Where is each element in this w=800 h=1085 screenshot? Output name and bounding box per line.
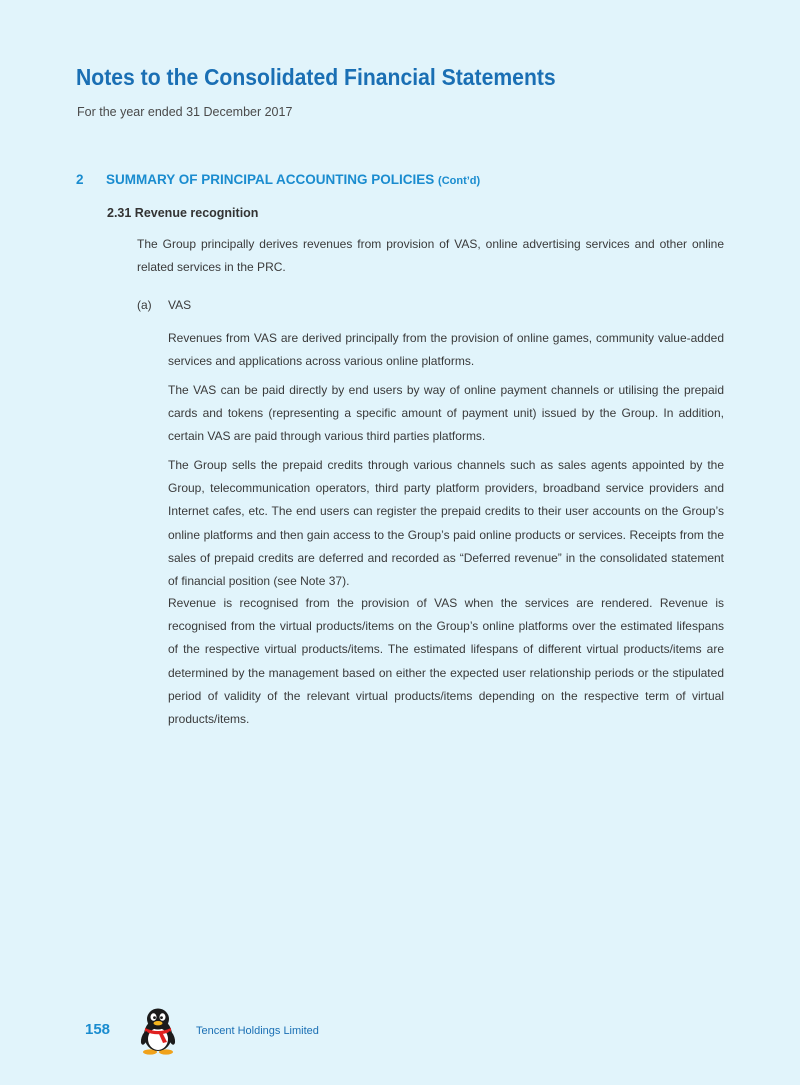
page-title: Notes to the Consolidated Financial Statements (76, 64, 556, 90)
vas-paragraph-1: Revenues from VAS are derived principally from the provision of online games, community value-added services and applications across various online platforms. (168, 331, 724, 369)
item-marker: (a) (137, 298, 152, 312)
page-number: 158 (85, 1021, 111, 1038)
company-name: Tencent Holdings Limited (196, 1025, 319, 1037)
penguin-mascot-icon (138, 1007, 178, 1055)
page-subtitle: For the year ended 31 December 2017 (77, 105, 293, 119)
vas-paragraph-3: The Group sells the prepaid credits through various channels such as sales agents appointed by the Group, telecommunication operators, third party platform providers, broadband service providers and Internet cafes, etc. The end users can register the prepaid credits to their user accounts on the Group’s online platforms and then gain access to the Group’s paid online products or services. Receipts from the sales of prepaid credits are deferred and recorded as “Deferred revenue” in the consolidated statement of financial position (see Note 37). (168, 458, 724, 589)
subsection-intro-paragraph: The Group principally derives revenues from provision of VAS, online advertising services and other online related services in the PRC. (137, 237, 724, 275)
vas-paragraph-4: Revenue is recognised from the provision of VAS when the services are rendered. Revenue is recognised from the virtual products/items on the Group’s online platforms over the estimated lifespans of the respective virtual products/items. The estimated lifespans of different virtual products/items are determined by the management based on either the expected user relationship periods or the stipulated period of validity of the relevant virtual products/items depending on the respective term of virtual products/items. (168, 596, 724, 727)
vas-paragraph-2: The VAS can be paid directly by end users by way of online payment channels or utilising the prepaid cards and tokens (representing a specific amount of payment unit) issued by the Group. In addition, certain VAS are paid through various third parties platforms. (168, 383, 724, 444)
section-title: SUMMARY OF PRINCIPAL ACCOUNTING POLICIES (106, 172, 435, 187)
subsection-heading: 2.31 Revenue recognition (107, 206, 259, 220)
section-number: 2 (76, 172, 84, 187)
section-continued-label: (Cont’d) (438, 175, 481, 187)
item-title: VAS (168, 298, 192, 312)
section-heading (76, 172, 480, 187)
